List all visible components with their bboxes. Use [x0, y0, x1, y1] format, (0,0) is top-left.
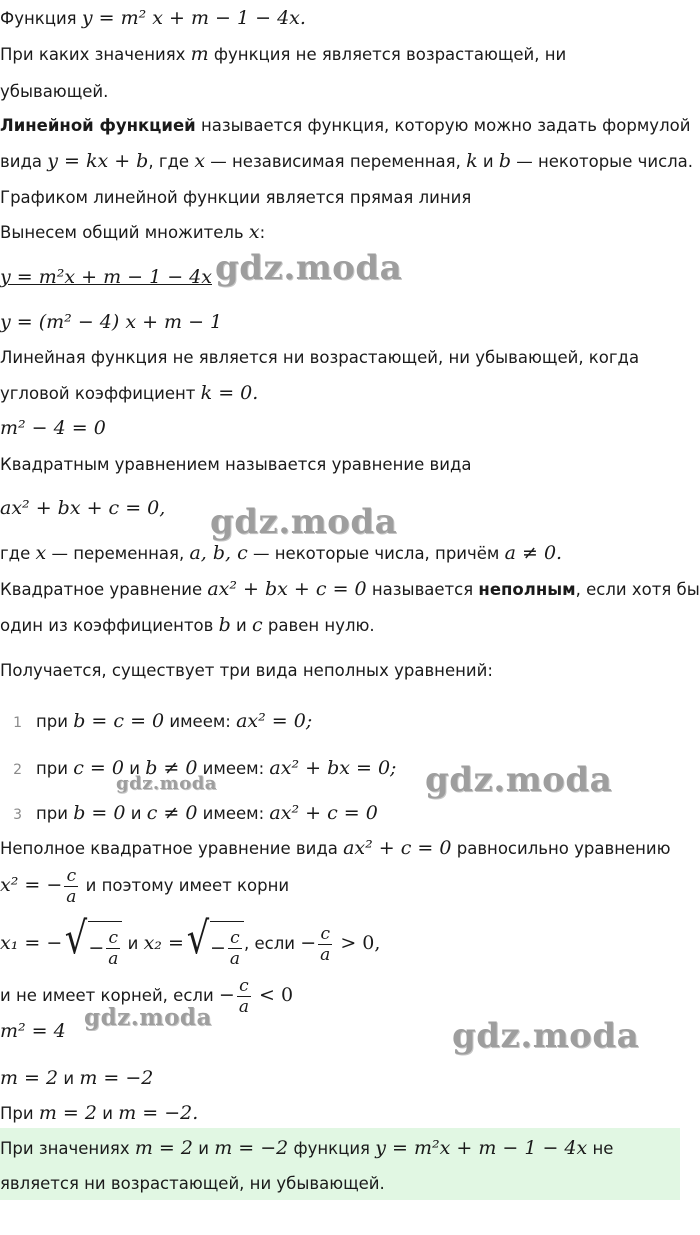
- numerator: c: [228, 928, 242, 949]
- formula: b = 0: [73, 802, 126, 824]
- text: имеем:: [197, 804, 270, 823]
- def-line-1: [0, 114, 690, 138]
- formula: a ≠ 0.: [504, 542, 563, 564]
- text: — некоторые числа.: [511, 152, 694, 171]
- text: равносильно уравнению: [451, 839, 671, 858]
- quad-formula: [0, 496, 165, 521]
- formula: y = m² x + m − 1 − 4x.: [81, 7, 306, 29]
- formula: ax² + bx + c = 0: [207, 578, 367, 600]
- text: Графиком линейной функции является прямая линия: [0, 188, 472, 207]
- text: Функция: [0, 9, 82, 28]
- text: Линейная функция не является ни возрастающей, ни убывающей, когда: [0, 348, 640, 367]
- minus: −: [300, 932, 317, 954]
- text: При значениях: [0, 1139, 135, 1158]
- formula: x₂ =: [143, 932, 184, 954]
- formula: m = −2: [79, 1067, 154, 1089]
- text: и не имеет корней, если: [0, 986, 219, 1005]
- text: где: [0, 544, 36, 563]
- numerator: c: [64, 866, 78, 887]
- fraction: [318, 924, 332, 965]
- text: и: [125, 804, 147, 823]
- formula: m² − 4 = 0: [0, 417, 106, 439]
- text: Квадратным уравнением называется уравнение вида: [0, 455, 472, 474]
- fraction: [106, 928, 120, 969]
- text: один из коэффициентов: [0, 616, 219, 635]
- minus: −: [88, 937, 105, 959]
- incomplete-line-2: [0, 613, 375, 638]
- text: Квадратное уравнение: [0, 580, 208, 599]
- fraction: [237, 976, 251, 1017]
- formula: m = 2: [134, 1137, 193, 1159]
- roots-line: [0, 915, 380, 974]
- var: c: [252, 614, 263, 636]
- answer-line-1: [0, 1136, 613, 1161]
- var: a, b, c: [189, 542, 248, 564]
- sqrt: [62, 915, 122, 974]
- numerator: c: [106, 928, 120, 949]
- text: имеем:: [197, 759, 270, 778]
- list-item: [0, 709, 312, 735]
- watermark: gdz.moda: [210, 502, 398, 542]
- formula: c = 0: [73, 757, 124, 779]
- text: угловой коэффициент: [0, 384, 201, 403]
- list-number: 2: [13, 762, 22, 778]
- text: — некоторые числа, причём: [247, 544, 505, 563]
- watermark: gdz.moda: [425, 760, 613, 800]
- text: , где: [148, 152, 195, 171]
- m-values-line: [0, 1066, 153, 1091]
- text: при: [36, 804, 74, 823]
- task-line-1: [0, 6, 306, 31]
- formula: y = m²x + m − 1 − 4x: [0, 266, 212, 288]
- bold-term: неполным: [478, 580, 576, 599]
- var: x: [248, 221, 260, 243]
- formula: m = 2: [38, 1102, 97, 1124]
- text: является ни возрастающей, ни убывающей.: [0, 1174, 385, 1193]
- formula: m = 2: [0, 1067, 59, 1089]
- three-kinds-line: [0, 659, 493, 683]
- text: и: [123, 759, 146, 778]
- formula: ax² + bx + c = 0,: [0, 497, 166, 519]
- task-line-3: [0, 80, 108, 104]
- eq-line: [0, 416, 106, 441]
- task-line-2: [0, 42, 566, 67]
- watermark: gdz.moda: [116, 773, 217, 794]
- text: и: [96, 1104, 119, 1123]
- text: и: [122, 934, 144, 953]
- fraction: [64, 866, 78, 907]
- var: b: [218, 614, 231, 636]
- text: и поэтому имеет корни: [80, 876, 290, 895]
- text: Неполное квадратное уравнение вида: [0, 839, 344, 858]
- text: и: [477, 152, 499, 171]
- formula-factored: [0, 310, 222, 335]
- cond-line-1: [0, 346, 639, 370]
- formula: y = kx + b: [47, 150, 149, 172]
- quad-vars-line: [0, 541, 562, 566]
- denominator: a: [238, 997, 249, 1017]
- bold-term: Линейной функцией: [0, 116, 196, 135]
- x-squared-line: [0, 862, 289, 909]
- text: — переменная,: [46, 544, 190, 563]
- numerator: c: [318, 924, 332, 945]
- formula: m² = 4: [0, 1020, 66, 1042]
- denominator: a: [108, 948, 119, 969]
- text: имеем:: [164, 712, 237, 731]
- radical-sign: √: [186, 913, 210, 964]
- watermark: gdz.moda: [84, 1004, 212, 1031]
- formula: ax² = 0;: [236, 710, 313, 732]
- list-number: 3: [13, 807, 22, 823]
- graph-line: [0, 186, 471, 210]
- watermark: gdz.moda: [452, 1016, 640, 1056]
- numerator: c: [237, 976, 251, 997]
- incomplete-line-1: [0, 577, 700, 602]
- text: функция: [288, 1139, 376, 1158]
- formula: m = −2: [214, 1137, 289, 1159]
- formula: ax² + c = 0: [269, 802, 378, 824]
- factor-line: [0, 220, 265, 245]
- formula: b ≠ 0: [145, 757, 198, 779]
- formula: < 0: [252, 984, 294, 1006]
- formula: ax² + c = 0: [343, 837, 452, 859]
- text: убывающей.: [0, 82, 109, 101]
- text: не: [587, 1139, 614, 1158]
- denominator: a: [320, 945, 331, 965]
- minus: −: [218, 984, 235, 1006]
- formula-underlined: [0, 265, 212, 290]
- watermark: gdz.moda: [215, 248, 403, 288]
- list-number: 1: [13, 715, 22, 731]
- text: вида: [0, 152, 48, 171]
- list-item: [0, 801, 378, 827]
- formula: > 0,: [334, 932, 381, 954]
- def-line-2: [0, 149, 693, 174]
- text: , если: [244, 934, 301, 953]
- quad-def-line: [0, 453, 471, 477]
- denominator: a: [66, 887, 77, 907]
- text: Вынесем общий множитель: [0, 223, 249, 242]
- text: и: [58, 1069, 80, 1088]
- text: и: [192, 1139, 215, 1158]
- at-m-line: [0, 1101, 198, 1126]
- text: называется: [366, 580, 479, 599]
- formula: ax² + bx = 0;: [269, 757, 397, 779]
- text: При каких значениях: [0, 45, 191, 64]
- radical-sign: √: [65, 913, 88, 964]
- fraction: [228, 928, 242, 969]
- var: m: [190, 43, 209, 65]
- answer-line-2: [0, 1172, 385, 1196]
- var: k: [466, 150, 478, 172]
- minus: −: [209, 937, 226, 959]
- text: При: [0, 1104, 39, 1123]
- sqrt: [184, 915, 244, 974]
- formula: x₁ = −: [0, 932, 63, 954]
- text: при: [36, 712, 74, 731]
- text: при: [36, 759, 74, 778]
- text: , если хотя бы: [575, 580, 700, 599]
- var: b: [498, 150, 511, 172]
- cond-line-2: [0, 381, 258, 406]
- denominator: a: [229, 948, 240, 969]
- formula: k = 0.: [200, 382, 259, 404]
- var: x: [35, 542, 47, 564]
- formula: c ≠ 0: [146, 802, 198, 824]
- text: :: [259, 223, 266, 242]
- m-squared-line: [0, 1019, 66, 1044]
- formula: y = m²x + m − 1 − 4x: [375, 1137, 588, 1159]
- text: называется функция, которую можно задать формулой: [195, 116, 691, 135]
- text: равен нулю.: [262, 616, 375, 635]
- text: и: [230, 616, 253, 635]
- var: x: [194, 150, 206, 172]
- formula: b = c = 0: [73, 710, 165, 732]
- formula: y = (m² − 4) x + m − 1: [0, 311, 223, 333]
- text: — независимая переменная,: [205, 152, 467, 171]
- equiv-line: [0, 836, 671, 861]
- text: Получается, существует три вида неполных уравнений:: [0, 661, 493, 680]
- formula: x² = −: [0, 874, 63, 896]
- formula: m = −2.: [118, 1102, 199, 1124]
- text: функция не является возрастающей, ни: [208, 45, 567, 64]
